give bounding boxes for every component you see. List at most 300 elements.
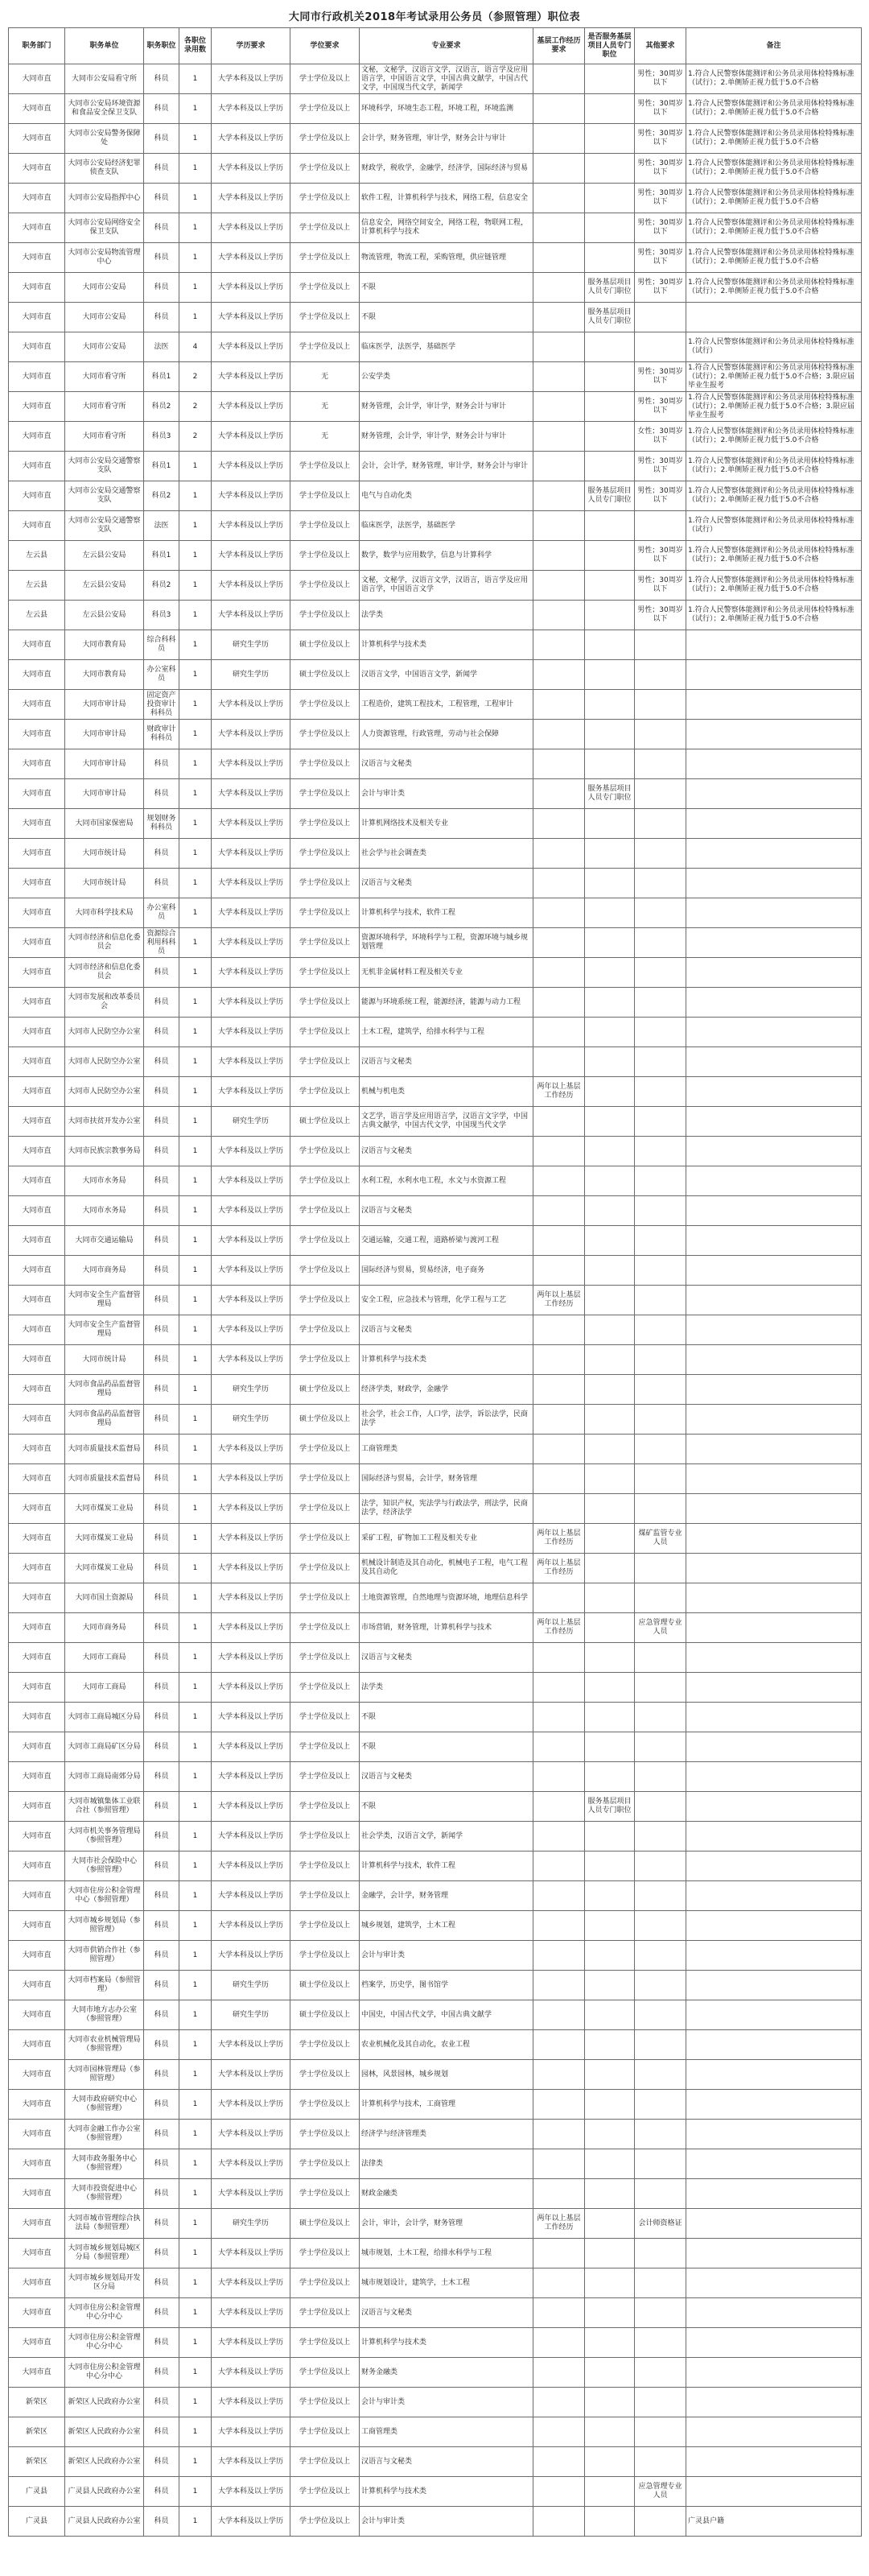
degree-cell: 学士学位及以上 xyxy=(290,988,360,1018)
table-row xyxy=(9,422,862,452)
major-cell: 汉语言与文秘类 xyxy=(360,869,533,898)
table-row xyxy=(9,303,862,332)
remark-cell xyxy=(686,1137,862,1166)
count-cell: 1 xyxy=(179,2179,212,2209)
grassroots-cell xyxy=(585,869,635,898)
experience-cell: 两年以上基层工作经历 xyxy=(533,1554,585,1583)
dept-cell: 大同市直 xyxy=(9,1941,65,1971)
table-row xyxy=(9,2328,862,2358)
experience-cell xyxy=(533,1196,585,1226)
remark-cell xyxy=(686,1196,862,1226)
degree-cell: 硕士学位及以上 xyxy=(290,660,360,690)
position-cell: 科员 xyxy=(144,2268,179,2298)
table-row xyxy=(9,1464,862,1494)
grassroots-cell xyxy=(585,749,635,779)
other-req-cell xyxy=(635,2358,686,2388)
table-row xyxy=(9,392,862,422)
education-cell: 大学本科及以上学历 xyxy=(212,720,290,749)
table-row xyxy=(9,928,862,958)
major-cell: 文秘，文秘学，汉语言文学，汉语言，语言学及应用语言学，中国语言文学，中国古典文献学，中国古代文学，中国现当代文学，新闻学 xyxy=(360,64,533,94)
table-row xyxy=(9,2268,862,2298)
education-cell: 大学本科及以上学历 xyxy=(212,928,290,958)
grassroots-cell xyxy=(585,630,635,660)
table-row xyxy=(9,1941,862,1971)
header-cell: 学历要求 xyxy=(212,28,290,64)
dept-cell: 大同市直 xyxy=(9,1703,65,1732)
major-cell: 文艺学，语言学及应用语言学，汉语言文字学，中国古典文献学，中国古代文学，中国现当代文学 xyxy=(360,1107,533,1137)
remark-cell: 1.符合人民警察体能测评和公务员录用体检特殊标准（试行）；2.单侧矫正视力低于5.0不合格 xyxy=(686,422,862,452)
remark-cell: 1.符合人民警察体能测评和公务员录用体检特殊标准（试行）；2.单侧矫正视力低于5.0不合格 xyxy=(686,124,862,154)
remark-cell: 1.符合人民警察体能测评和公务员录用体检特殊标准（试行）；2.单侧矫正视力低于5.0不合格 xyxy=(686,184,862,213)
remark-cell xyxy=(686,2388,862,2417)
major-cell: 园林，风景园林，城乡规划 xyxy=(360,2060,533,2090)
unit-cell: 大同市公安局警务保障处 xyxy=(65,124,144,154)
remark-cell xyxy=(686,1405,862,1435)
position-cell: 科员 xyxy=(144,2358,179,2388)
degree-cell: 学士学位及以上 xyxy=(290,2388,360,2417)
experience-cell xyxy=(533,1703,585,1732)
table-row xyxy=(9,1315,862,1345)
major-cell: 资源环境科学，环境科学与工程，资源环境与城乡规划管理 xyxy=(360,928,533,958)
other-req-cell xyxy=(635,809,686,839)
other-req-cell xyxy=(635,1971,686,2000)
position-cell: 科员 xyxy=(144,1464,179,1494)
degree-cell: 学士学位及以上 xyxy=(290,1166,360,1196)
degree-cell: 学士学位及以上 xyxy=(290,1941,360,1971)
major-cell: 会计学，财务管理，审计学，财务会计与审计 xyxy=(360,124,533,154)
other-req-cell xyxy=(635,1583,686,1613)
degree-cell: 硕士学位及以上 xyxy=(290,1405,360,1435)
position-cell: 规划财务科科员 xyxy=(144,809,179,839)
major-cell: 能源与环境系统工程，能源经济，能源与动力工程 xyxy=(360,988,533,1018)
table-row xyxy=(9,511,862,541)
degree-cell: 学士学位及以上 xyxy=(290,213,360,243)
major-cell: 人力资源管理，行政管理，劳动与社会保障 xyxy=(360,720,533,749)
degree-cell: 学士学位及以上 xyxy=(290,958,360,988)
remark-cell xyxy=(686,630,862,660)
unit-cell: 新荣区人民政府办公室 xyxy=(65,2388,144,2417)
experience-cell xyxy=(533,1107,585,1137)
table-row xyxy=(9,332,862,362)
table-row xyxy=(9,2358,862,2388)
table-row xyxy=(9,2447,862,2477)
unit-cell: 大同市公安局环境资源和食品安全保卫支队 xyxy=(65,94,144,124)
position-cell: 科员 xyxy=(144,213,179,243)
unit-cell: 大同市水务局 xyxy=(65,1196,144,1226)
count-cell: 1 xyxy=(179,2268,212,2298)
table-row xyxy=(9,660,862,690)
grassroots-cell: 服务基层项目人员专门职位 xyxy=(585,303,635,332)
position-cell: 科员 xyxy=(144,273,179,303)
count-cell: 1 xyxy=(179,2358,212,2388)
unit-cell: 大同市供销合作社（参照管理） xyxy=(65,1941,144,1971)
unit-cell: 大同市煤炭工业局 xyxy=(65,1494,144,1524)
grassroots-cell xyxy=(585,1822,635,1852)
dept-cell: 大同市直 xyxy=(9,1524,65,1554)
header-row xyxy=(9,28,862,64)
dept-cell: 大同市直 xyxy=(9,1077,65,1107)
other-req-cell xyxy=(635,2120,686,2149)
grassroots-cell xyxy=(585,1375,635,1405)
experience-cell: 两年以上基层工作经历 xyxy=(533,1286,585,1315)
count-cell: 1 xyxy=(179,1315,212,1345)
other-req-cell: 男性；30周岁以下 xyxy=(635,541,686,571)
degree-cell: 学士学位及以上 xyxy=(290,511,360,541)
major-cell: 法学类 xyxy=(360,601,533,630)
other-req-cell: 男性；30周岁以下 xyxy=(635,124,686,154)
count-cell: 2 xyxy=(179,422,212,452)
dept-cell: 大同市直 xyxy=(9,1613,65,1643)
education-cell: 研究生学历 xyxy=(212,630,290,660)
table-row xyxy=(9,1107,862,1137)
position-cell: 科员 xyxy=(144,958,179,988)
experience-cell xyxy=(533,988,585,1018)
experience-cell xyxy=(533,1494,585,1524)
dept-cell: 大同市直 xyxy=(9,154,65,184)
education-cell: 大学本科及以上学历 xyxy=(212,749,290,779)
table-row xyxy=(9,1792,862,1822)
table-row xyxy=(9,94,862,124)
unit-cell: 大同市国家保密局 xyxy=(65,809,144,839)
other-req-cell: 男性；30周岁以下 xyxy=(635,601,686,630)
other-req-cell xyxy=(635,2090,686,2120)
education-cell: 大学本科及以上学历 xyxy=(212,154,290,184)
grassroots-cell xyxy=(585,1047,635,1077)
major-cell: 信息安全，网络空间安全，网络工程，物联网工程，计算机科学与技术 xyxy=(360,213,533,243)
unit-cell: 大同市安全生产监督管理局 xyxy=(65,1315,144,1345)
experience-cell xyxy=(533,2268,585,2298)
remark-cell xyxy=(686,1345,862,1375)
unit-cell: 大同市看守所 xyxy=(65,422,144,452)
other-req-cell xyxy=(635,749,686,779)
position-cell: 资源综合利用科科员 xyxy=(144,928,179,958)
table-row xyxy=(9,2298,862,2328)
count-cell: 1 xyxy=(179,2090,212,2120)
education-cell: 大学本科及以上学历 xyxy=(212,1911,290,1941)
unit-cell: 大同市人民防空办公室 xyxy=(65,1047,144,1077)
count-cell: 1 xyxy=(179,184,212,213)
dept-cell: 大同市直 xyxy=(9,690,65,720)
education-cell: 大学本科及以上学历 xyxy=(212,1941,290,1971)
dept-cell: 大同市直 xyxy=(9,94,65,124)
education-cell: 大学本科及以上学历 xyxy=(212,541,290,571)
count-cell: 1 xyxy=(179,243,212,273)
count-cell: 1 xyxy=(179,213,212,243)
grassroots-cell: 服务基层项目人员专门职位 xyxy=(585,1792,635,1822)
experience-cell: 两年以上基层工作经历 xyxy=(533,2209,585,2239)
unit-cell: 大同市园林管理局（参照管理） xyxy=(65,2060,144,2090)
other-req-cell xyxy=(635,2268,686,2298)
experience-cell xyxy=(533,1762,585,1792)
education-cell: 大学本科及以上学历 xyxy=(212,1345,290,1375)
position-cell: 科员 xyxy=(144,1941,179,1971)
remark-cell xyxy=(686,2120,862,2149)
dept-cell: 新荣区 xyxy=(9,2417,65,2447)
experience-cell: 两年以上基层工作经历 xyxy=(533,1613,585,1643)
grassroots-cell: 服务基层项目人员专门职位 xyxy=(585,273,635,303)
education-cell: 大学本科及以上学历 xyxy=(212,94,290,124)
position-cell: 科员 xyxy=(144,1256,179,1286)
grassroots-cell xyxy=(585,1315,635,1345)
education-cell: 大学本科及以上学历 xyxy=(212,481,290,511)
degree-cell: 学士学位及以上 xyxy=(290,2328,360,2358)
education-cell: 研究生学历 xyxy=(212,1107,290,1137)
position-cell: 科员 xyxy=(144,1852,179,1881)
degree-cell: 学士学位及以上 xyxy=(290,541,360,571)
header-cell: 专业要求 xyxy=(360,28,533,64)
table-row xyxy=(9,1166,862,1196)
count-cell: 1 xyxy=(179,988,212,1018)
remark-cell: 1.符合人民警察体能测评和公务员录用体检特殊标准（试行）；2.单侧矫正视力低于5.0不合格 xyxy=(686,154,862,184)
position-cell: 科员 xyxy=(144,1345,179,1375)
remark-cell xyxy=(686,2358,862,2388)
experience-cell xyxy=(533,1911,585,1941)
remark-cell: 1.符合人民警察体能测评和公务员录用体检特殊标准（试行）；2.单侧矫正视力低于5.0不合格 xyxy=(686,571,862,601)
education-cell: 大学本科及以上学历 xyxy=(212,1166,290,1196)
table-row xyxy=(9,630,862,660)
unit-cell: 大同市金融工作办公室（参照管理） xyxy=(65,2120,144,2149)
grassroots-cell xyxy=(585,1226,635,1256)
position-cell: 法医 xyxy=(144,332,179,362)
dept-cell: 新荣区 xyxy=(9,2388,65,2417)
remark-cell: 1.符合人民警察体能测评和公务员录用体检特殊标准（试行）；2.单侧矫正视力低于5.0不合格；3.限应届毕业生报考 xyxy=(686,362,862,392)
count-cell: 1 xyxy=(179,1613,212,1643)
position-cell: 科员 xyxy=(144,1286,179,1315)
other-req-cell xyxy=(635,1464,686,1494)
count-cell: 1 xyxy=(179,1524,212,1554)
education-cell: 大学本科及以上学历 xyxy=(212,392,290,422)
count-cell: 2 xyxy=(179,362,212,392)
count-cell: 1 xyxy=(179,2239,212,2268)
education-cell: 大学本科及以上学历 xyxy=(212,690,290,720)
unit-cell: 大同市公安局 xyxy=(65,332,144,362)
grassroots-cell xyxy=(585,2507,635,2537)
dept-cell: 大同市直 xyxy=(9,2268,65,2298)
table-row xyxy=(9,1554,862,1583)
header-cell: 其他要求 xyxy=(635,28,686,64)
unit-cell: 大同市商务局 xyxy=(65,1613,144,1643)
degree-cell: 学士学位及以上 xyxy=(290,2060,360,2090)
grassroots-cell xyxy=(585,422,635,452)
dept-cell: 大同市直 xyxy=(9,1435,65,1464)
education-cell: 大学本科及以上学历 xyxy=(212,1554,290,1583)
grassroots-cell xyxy=(585,1077,635,1107)
dept-cell: 大同市直 xyxy=(9,1583,65,1613)
degree-cell: 学士学位及以上 xyxy=(290,1435,360,1464)
dept-cell: 大同市直 xyxy=(9,1405,65,1435)
dept-cell: 新荣区 xyxy=(9,2447,65,2477)
unit-cell: 广灵县人民政府办公室 xyxy=(65,2477,144,2507)
dept-cell: 大同市直 xyxy=(9,392,65,422)
education-cell: 大学本科及以上学历 xyxy=(212,2149,290,2179)
position-cell: 科员 xyxy=(144,2239,179,2268)
grassroots-cell xyxy=(585,2179,635,2209)
page-title: 大同市行政机关2018年考试录用公务员（参照管理）职位表 xyxy=(288,11,581,23)
major-cell: 档案学，历史学，图书馆学 xyxy=(360,1971,533,2000)
unit-cell: 新荣区人民政府办公室 xyxy=(65,2417,144,2447)
degree-cell: 学士学位及以上 xyxy=(290,243,360,273)
degree-cell: 学士学位及以上 xyxy=(290,1613,360,1643)
dept-cell: 大同市直 xyxy=(9,869,65,898)
other-req-cell: 应急管理专业人员 xyxy=(635,1613,686,1643)
education-cell: 大学本科及以上学历 xyxy=(212,1047,290,1077)
education-cell: 大学本科及以上学历 xyxy=(212,511,290,541)
other-req-cell: 女性；30周岁以下 xyxy=(635,422,686,452)
unit-cell: 大同市科学技术局 xyxy=(65,898,144,928)
position-cell: 科员 xyxy=(144,2090,179,2120)
dept-cell: 大同市直 xyxy=(9,1166,65,1196)
unit-cell: 大同市安全生产监督管理局 xyxy=(65,1286,144,1315)
position-cell: 科员 xyxy=(144,1018,179,1047)
count-cell: 1 xyxy=(179,1047,212,1077)
remark-cell: 1.符合人民警察体能测评和公务员录用体检特殊标准（试行）；2.单侧矫正视力低于5.0不合格 xyxy=(686,601,862,630)
grassroots-cell xyxy=(585,2030,635,2060)
education-cell: 大学本科及以上学历 xyxy=(212,1494,290,1524)
major-cell: 水利工程，水利水电工程，水文与水资源工程 xyxy=(360,1166,533,1196)
major-cell: 农业机械化及其自动化，农业工程 xyxy=(360,2030,533,2060)
other-req-cell xyxy=(635,1077,686,1107)
major-cell: 计算机科学与技术，软件工程 xyxy=(360,1852,533,1881)
experience-cell xyxy=(533,2507,585,2537)
degree-cell: 无 xyxy=(290,392,360,422)
education-cell: 大学本科及以上学历 xyxy=(212,64,290,94)
experience-cell xyxy=(533,2149,585,2179)
position-cell: 科员 xyxy=(144,1881,179,1911)
table-row xyxy=(9,809,862,839)
remark-cell xyxy=(686,749,862,779)
position-cell: 科员 xyxy=(144,1971,179,2000)
education-cell: 研究生学历 xyxy=(212,1405,290,1435)
degree-cell: 学士学位及以上 xyxy=(290,1018,360,1047)
education-cell: 大学本科及以上学历 xyxy=(212,2120,290,2149)
table-row xyxy=(9,601,862,630)
other-req-cell xyxy=(635,1643,686,1673)
experience-cell xyxy=(533,1822,585,1852)
degree-cell: 学士学位及以上 xyxy=(290,1583,360,1613)
table-row xyxy=(9,1583,862,1613)
education-cell: 大学本科及以上学历 xyxy=(212,1018,290,1047)
unit-cell: 大同市城镇集体工业联合社（参照管理） xyxy=(65,1792,144,1822)
count-cell: 1 xyxy=(179,1137,212,1166)
degree-cell: 学士学位及以上 xyxy=(290,1196,360,1226)
degree-cell: 学士学位及以上 xyxy=(290,1554,360,1583)
unit-cell: 大同市住房公积金管理中心分中心 xyxy=(65,2298,144,2328)
dept-cell: 大同市直 xyxy=(9,2358,65,2388)
experience-cell xyxy=(533,94,585,124)
education-cell: 研究生学历 xyxy=(212,2209,290,2239)
position-cell: 科员2 xyxy=(144,392,179,422)
remark-cell xyxy=(686,303,862,332)
unit-cell: 大同市质量技术监督局 xyxy=(65,1435,144,1464)
remark-cell xyxy=(686,1792,862,1822)
unit-cell: 大同市工商局 xyxy=(65,1643,144,1673)
experience-cell xyxy=(533,2447,585,2477)
unit-cell: 广灵县人民政府办公室 xyxy=(65,2507,144,2537)
major-cell: 财政学，税收学，金融学，经济学，国际经济与贸易 xyxy=(360,154,533,184)
education-cell: 研究生学历 xyxy=(212,660,290,690)
education-cell: 大学本科及以上学历 xyxy=(212,1852,290,1881)
other-req-cell xyxy=(635,1345,686,1375)
education-cell: 大学本科及以上学历 xyxy=(212,2179,290,2209)
remark-cell: 1.符合人民警察体能测评和公务员录用体检特殊标准（试行）；2.单侧矫正视力低于5.0不合格 xyxy=(686,213,862,243)
degree-cell: 学士学位及以上 xyxy=(290,2179,360,2209)
table-row xyxy=(9,2507,862,2537)
dept-cell: 大同市直 xyxy=(9,1554,65,1583)
position-cell: 科员3 xyxy=(144,422,179,452)
experience-cell xyxy=(533,720,585,749)
unit-cell: 大同市经济和信息化委员会 xyxy=(65,928,144,958)
position-cell: 科员 xyxy=(144,1047,179,1077)
major-cell: 文秘，文秘学，汉语言文学，汉语言，语言学及应用语言学，中国语言文学 xyxy=(360,571,533,601)
table-row xyxy=(9,869,862,898)
table-row xyxy=(9,2477,862,2507)
dept-cell: 大同市直 xyxy=(9,2090,65,2120)
other-req-cell xyxy=(635,1673,686,1703)
remark-cell xyxy=(686,2268,862,2298)
position-cell: 科员 xyxy=(144,2120,179,2149)
other-req-cell xyxy=(635,779,686,809)
table-row xyxy=(9,1286,862,1315)
count-cell: 1 xyxy=(179,1732,212,1762)
unit-cell: 大同市住房公积金管理中心分中心 xyxy=(65,2358,144,2388)
education-cell: 大学本科及以上学历 xyxy=(212,1881,290,1911)
major-cell: 财务金融类 xyxy=(360,2358,533,2388)
table-row xyxy=(9,154,862,184)
count-cell: 1 xyxy=(179,1971,212,2000)
major-cell: 土地资源管理，自然地理与资源环境，地理信息科学 xyxy=(360,1583,533,1613)
remark-cell: 1.符合人民警察体能测评和公务员录用体检特殊标准（试行）；2.单侧矫正视力低于5.0不合格 xyxy=(686,481,862,511)
major-cell: 会计与审计类 xyxy=(360,779,533,809)
grassroots-cell xyxy=(585,2447,635,2477)
position-cell: 科员 xyxy=(144,1583,179,1613)
other-req-cell xyxy=(635,1018,686,1047)
unit-cell: 大同市审计局 xyxy=(65,720,144,749)
education-cell: 大学本科及以上学历 xyxy=(212,2477,290,2507)
position-cell: 科员 xyxy=(144,1375,179,1405)
unit-cell: 大同市食品药品监督管理局 xyxy=(65,1375,144,1405)
major-cell: 不限 xyxy=(360,1792,533,1822)
experience-cell xyxy=(533,958,585,988)
count-cell: 1 xyxy=(179,1583,212,1613)
degree-cell: 学士学位及以上 xyxy=(290,154,360,184)
count-cell: 1 xyxy=(179,1792,212,1822)
position-cell: 科员 xyxy=(144,184,179,213)
position-cell: 科员 xyxy=(144,1494,179,1524)
major-cell: 计算机科学与技术类 xyxy=(360,630,533,660)
other-req-cell xyxy=(635,1852,686,1881)
degree-cell: 学士学位及以上 xyxy=(290,2090,360,2120)
experience-cell xyxy=(533,2060,585,2090)
other-req-cell: 男性；30周岁以下 xyxy=(635,481,686,511)
unit-cell: 大同市煤炭工业局 xyxy=(65,1554,144,1583)
experience-cell xyxy=(533,1732,585,1762)
position-cell: 科员 xyxy=(144,1107,179,1137)
unit-cell: 大同市公安局交通警察支队 xyxy=(65,481,144,511)
table-row xyxy=(9,2209,862,2239)
dept-cell: 大同市直 xyxy=(9,660,65,690)
major-cell: 中国史，中国古代文学，中国古典文献学 xyxy=(360,2000,533,2030)
count-cell: 1 xyxy=(179,1345,212,1375)
unit-cell: 大同市扶贫开发办公室 xyxy=(65,1107,144,1137)
degree-cell: 学士学位及以上 xyxy=(290,2477,360,2507)
table-row xyxy=(9,2417,862,2447)
table-row xyxy=(9,1703,862,1732)
degree-cell: 学士学位及以上 xyxy=(290,1315,360,1345)
grassroots-cell xyxy=(585,898,635,928)
other-req-cell xyxy=(635,1166,686,1196)
dept-cell: 大同市直 xyxy=(9,1345,65,1375)
grassroots-cell xyxy=(585,958,635,988)
